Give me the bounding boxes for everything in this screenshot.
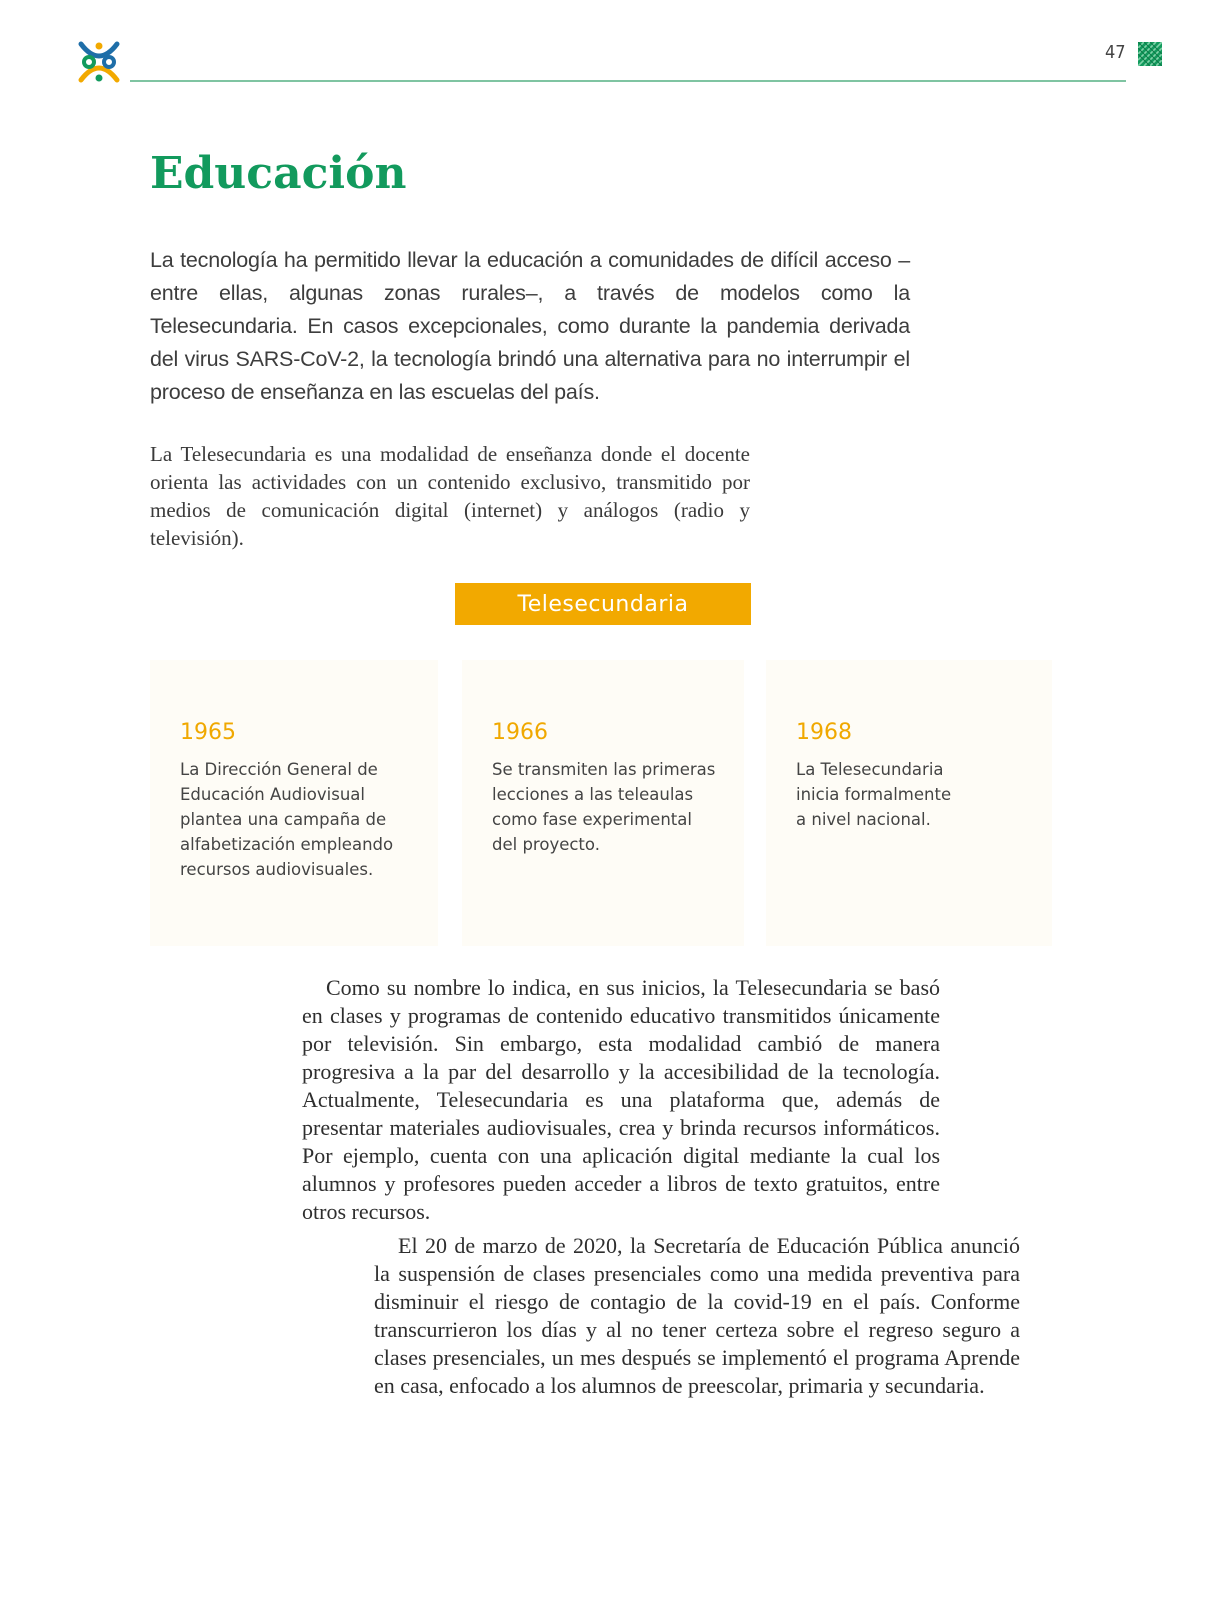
network-logo-icon [75,38,123,86]
timeline-description: Se transmiten las primeras lecciones a las teleaulas como fase experimental del proyecto. [492,760,716,854]
timeline-card-1965 [150,660,438,946]
timeline-description: La Telesecundaria inicia formalmente a nivel nacional. [796,760,952,829]
definition-paragraph: La Telesecundaria es una modalidad de enseñanza donde el docente orienta las actividades con un contenido exclusivo, transmitido por medios de comunicación digital (internet) y análogos (radio y televisión). [150,442,750,550]
body-paragraph: Como su nombre lo indica, en sus inicios, la Telesecundaria se basó en clases y programas de contenido educativo transmitidos únicamente por televisión. Sin embargo, esta modalidad cambió de manera progresiva a la par del desarrollo y la accesibilidad de la tecnología. Actualmente, Telesecundaria es una plataforma que, además de presentar materiales audiovisuales, crea y brinda recursos informáticos. Por ejemplo, cuenta con una aplicación digital mediante la cual los alumnos y profesores pueden acceder a libros de texto gratuitos, entre otros recursos. [302,975,940,1224]
timeline-card-1968 [766,660,1052,946]
timeline-year: 1965 [180,720,236,745]
timeline-year: 1966 [492,720,548,745]
section-title: Educación [150,148,407,199]
timeline-year: 1968 [796,720,852,745]
timeline-banner: Telesecundaria [455,583,751,625]
intro-paragraph: La tecnología ha permitido llevar la educación a comunidades de difícil acceso –entre ellas, algunas zonas rurales–, a través de modelos como la Telesecundaria. En casos excepcionales, como durante la pandemia derivada del virus SARS-CoV-2, la tecnología brindó una alternativa para no interrumpir el proceso de enseñanza en las escuelas del país. [150,248,910,404]
header-divider [130,80,1126,82]
timeline-description: La Dirección General de Educación Audiovisual plantea una campaña de alfabetización empleando recursos audiovisuales. [180,760,394,879]
timeline-card-1966 [462,660,744,946]
page-number: 47 [1105,42,1126,63]
green-pattern-tile-icon [1138,42,1162,66]
body-paragraph: El 20 de marzo de 2020, la Secretaría de Educación Pública anunció la suspensión de clases presenciales como una medida preventiva para disminuir el riesgo de contagio de la covid-19 en el país. Conforme transcurrieron los días y al no tener certeza sobre el regreso seguro a clases presenciales, un mes después se implementó el programa Aprende en casa, enfocado a los alumnos de preescolar, primaria y secundaria. [374,1233,1020,1398]
